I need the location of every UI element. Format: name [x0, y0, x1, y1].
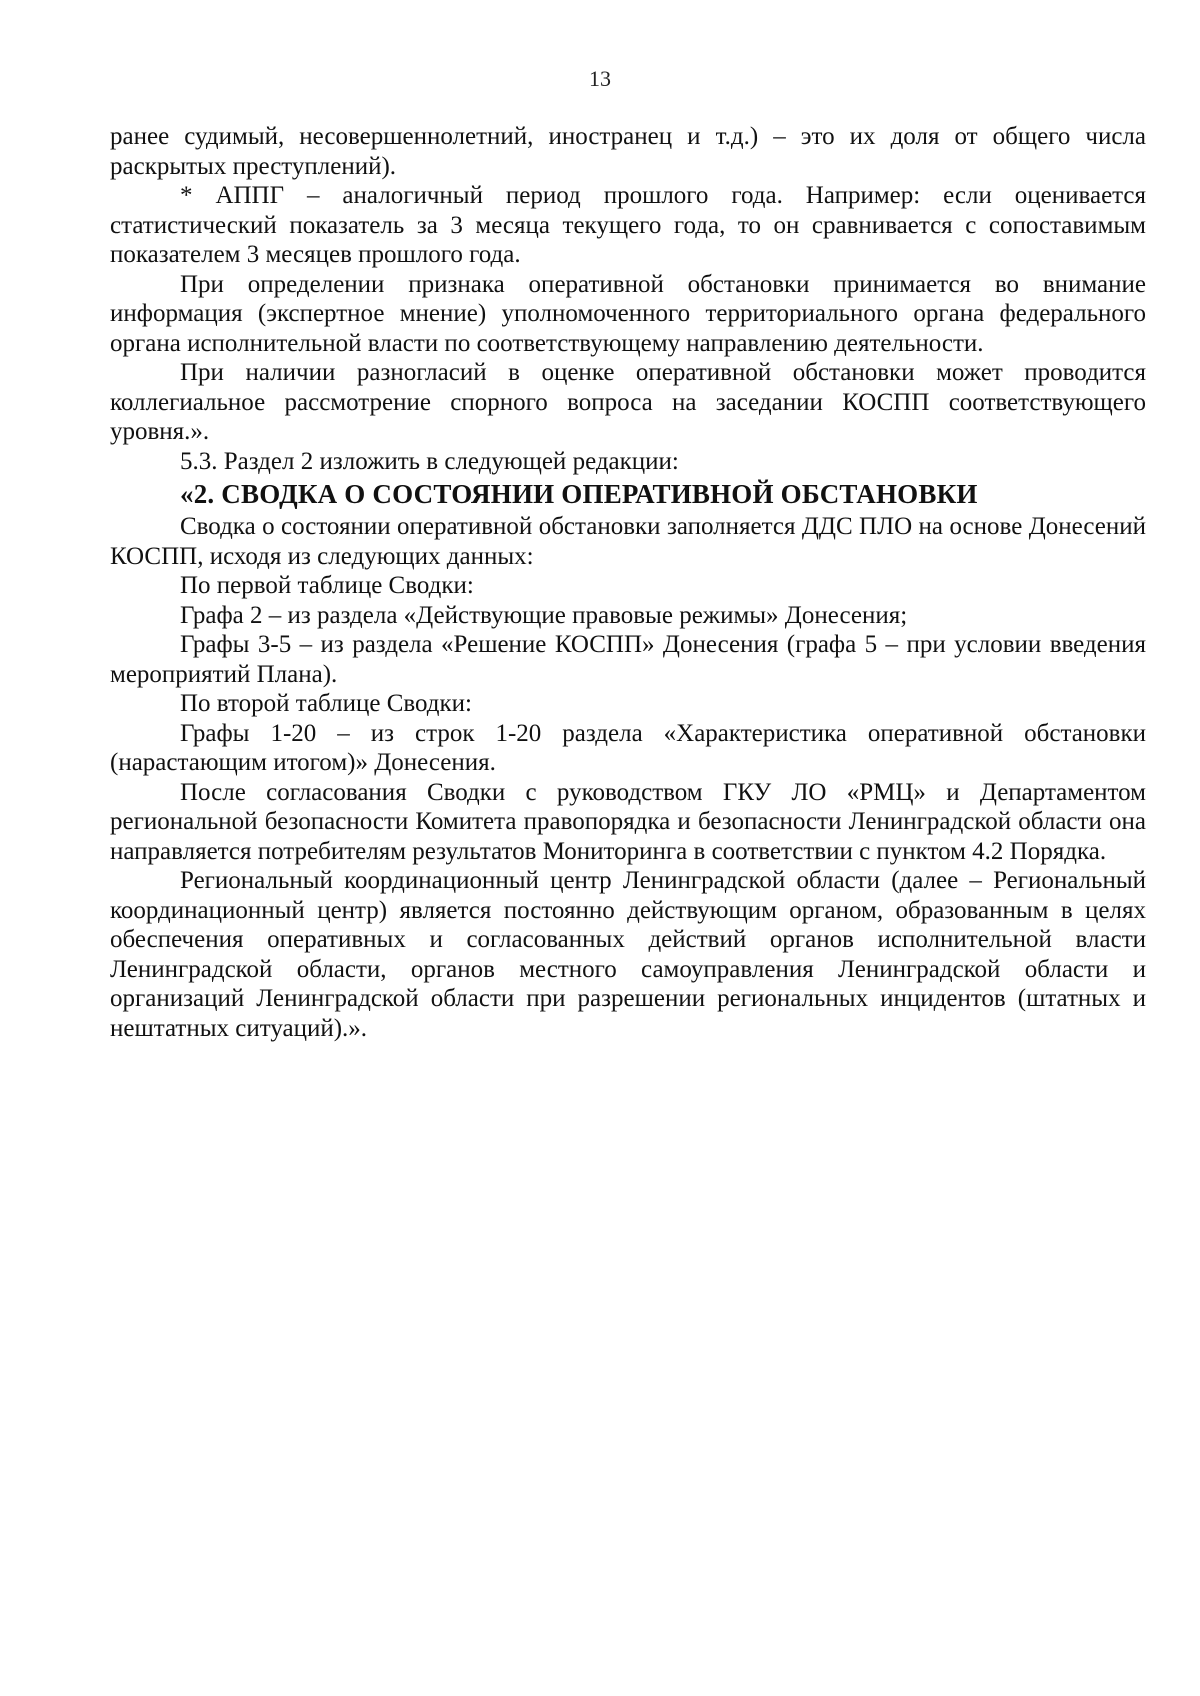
page-number: 13 [589, 66, 611, 91]
paragraph-columns-3-5: Графы 3-5 – из раздела «Решение КОСПП» Донесения (графа 5 – при условии введения мероприятий Плана). [110, 631, 1146, 688]
paragraph-columns-1-20: Графы 1-20 – из строк 1-20 раздела «Характеристика оперативной обстановки (нарастающим итогом)» Донесения. [110, 719, 1146, 776]
paragraph-summary-intro: Сводка о состоянии оперативной обстановки заполняется ДДС ПЛО на основе Донесений КОСПП, исходя из следующих данных: [110, 513, 1146, 570]
paragraph-column-2: Графа 2 – из раздела «Действующие правовые режимы» Донесения; [180, 601, 908, 629]
section-heading: «2. СВОДКА О СОСТОЯНИИ ОПЕРАТИВНОЙ ОБСТАНОВКИ [180, 479, 978, 509]
paragraph-footnote-appg: * АППГ – аналогичный период прошлого года. Например: если оценивается статистический показатель за 3 месяца текущего года, то он сравнивается с сопоставимым показателем 3 месяцев прошлого года. [110, 182, 1146, 268]
document-body [110, 122, 1146, 1043]
paragraph-section-amendment: 5.3. Раздел 2 изложить в следующей редакции: [180, 447, 679, 475]
paragraph-regional-center: Региональный координационный центр Ленинградской области (далее – Региональный координационный центр) является постоянно действующим органом, образованным в целях обеспечения оперативных и согласованных действий органов исполнительной власти Ленинградской области, органов местного самоуправления Ленинградской области и организаций Ленинградской области при разрешении региональных инцидентов (штатных и нештатных ситуаций).». [110, 867, 1146, 1042]
paragraph-disagreements: При наличии разногласий в оценке оперативной обстановки может проводится коллегиальное рассмотрение спорного вопроса на заседании КОСПП соответствующего уровня.». [110, 359, 1146, 445]
paragraph-first-table: По первой таблице Сводки: [180, 572, 474, 599]
paragraph-continuation: ранее судимый, несовершеннолетний, иностранец и т.д.) – это их доля от общего числа раскрытых преступлений). [110, 123, 1146, 180]
paragraph-expert-opinion: При определении признака оперативной обстановки принимается во внимание информация (экспертное мнение) уполномоченного территориального органа федерального органа исполнительной власти по соответствующему направлению деятельности. [110, 270, 1146, 357]
paragraph-second-table: По второй таблице Сводки: [180, 690, 472, 717]
paragraph-approval: После согласования Сводки с руководством ГКУ ЛО «РМЦ» и Департаментом региональной безопасности Комитета правопорядка и безопасности Ленинградской области она направляется потребителям результатов Мониторинга в соответствии с пунктом 4.2 Порядка. [110, 778, 1146, 865]
